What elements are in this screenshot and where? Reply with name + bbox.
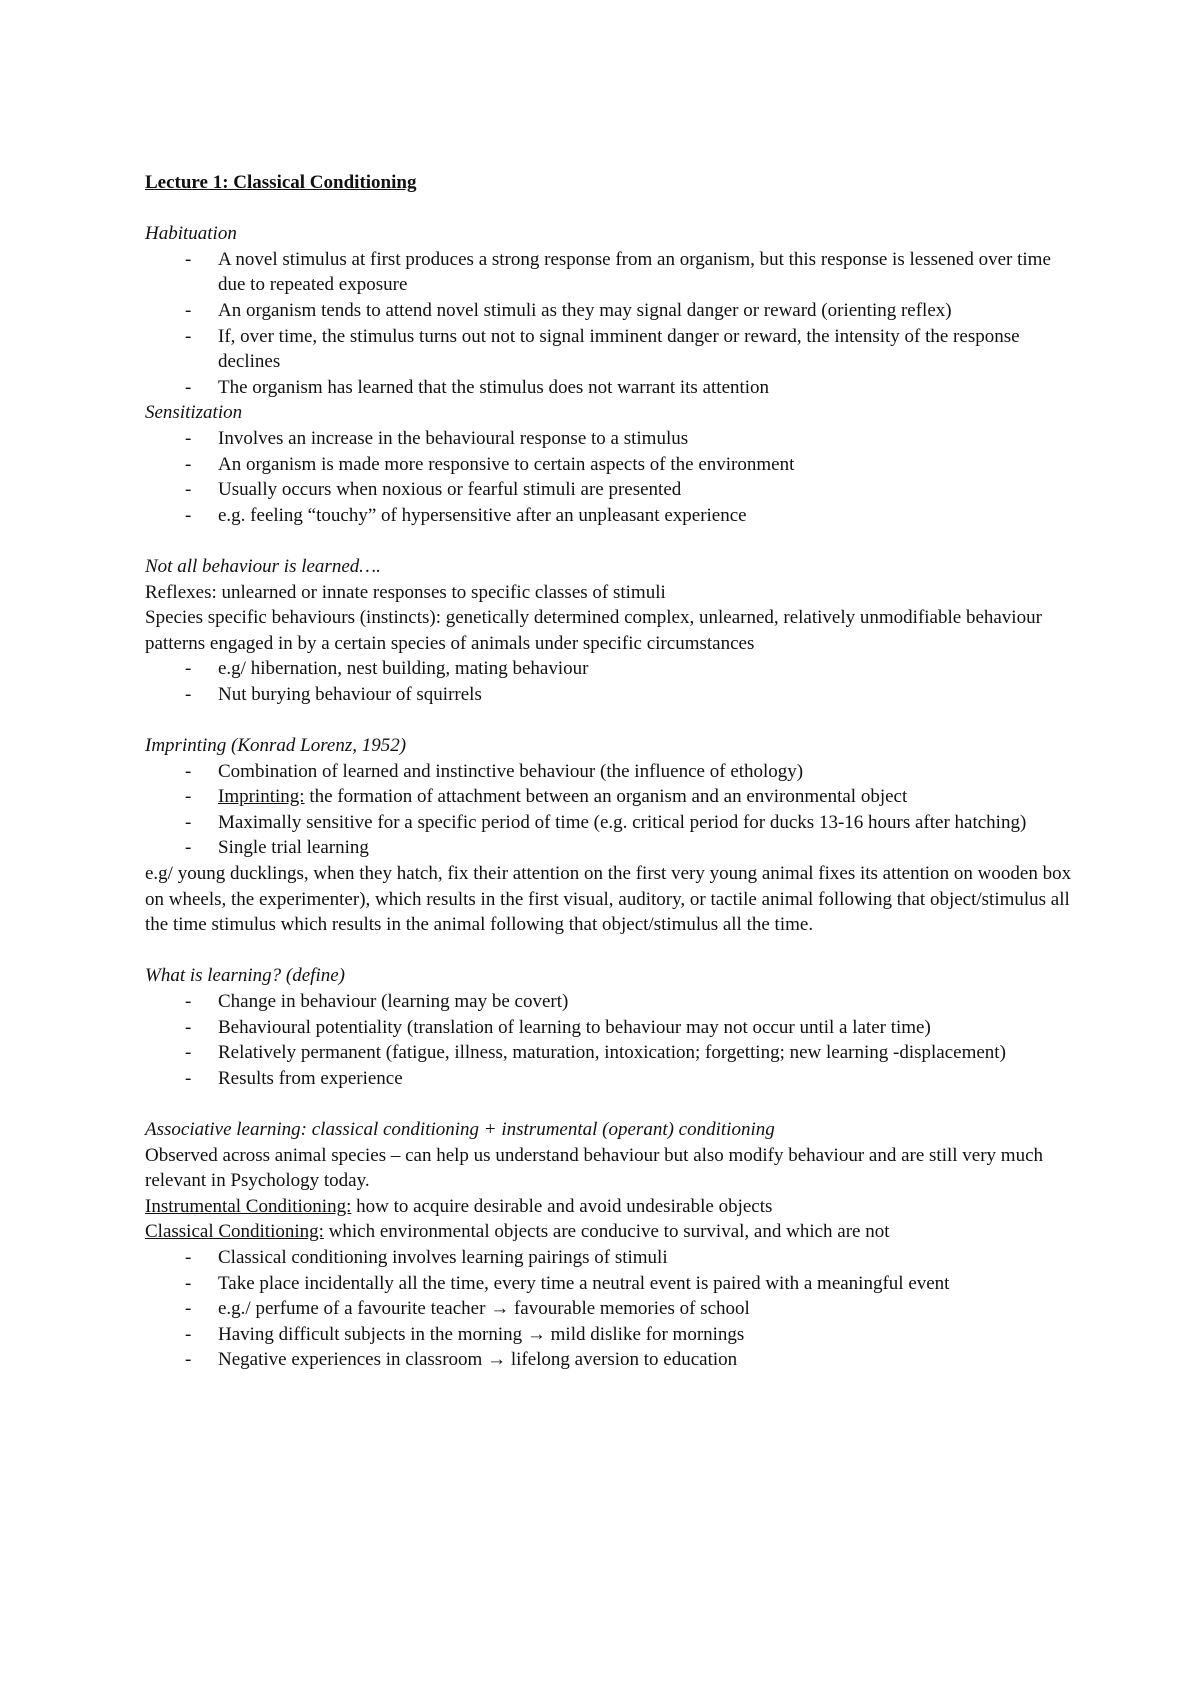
- instincts-paragraph: Species specific behaviours (instincts): genetically determined complex, unlearned, relatively unmodifiable behaviour patterns engaged in by a certain species of animals under specific circumstances: [145, 607, 1042, 654]
- dash-bullet: -: [185, 786, 192, 808]
- dash-bullet: -: [185, 1042, 192, 1064]
- list-item: - If, over time, the stimulus turns out not to signal imminent danger or reward, the intensity of the response declines: [185, 325, 1020, 373]
- dash-bullet: -: [185, 479, 192, 501]
- imprinting-heading: Imprinting (Konrad Lorenz, 1952): [145, 735, 407, 757]
- list-item: - Negative experiences in classroom → lifelong aversion to education: [145, 1347, 1080, 1373]
- spacer: [145, 938, 1080, 964]
- dash-bullet: -: [185, 299, 192, 321]
- list-item: - Involves an increase in the behavioural response to a stimulus: [145, 426, 1080, 452]
- dash-bullet: -: [185, 760, 192, 782]
- arrow-icon: →: [490, 1298, 510, 1320]
- arrow-icon: →: [487, 1349, 507, 1371]
- list-item: - An organism tends to attend novel stimuli as they may signal danger or reward (orienting reflex): [145, 298, 1080, 324]
- dash-bullet: -: [185, 427, 192, 449]
- classical-definition: Classical Conditioning: which environmental objects are conducive to survival, and which are not: [145, 1221, 890, 1243]
- dash-bullet: -: [185, 1298, 192, 1320]
- spacer: [145, 707, 1080, 733]
- list-item: - e.g./ perfume of a favourite teacher → favourable memories of school: [145, 1296, 1080, 1322]
- page-title: Lecture 1: Classical Conditioning: [145, 172, 417, 193]
- dash-bullet: -: [185, 376, 192, 398]
- dash-bullet: -: [185, 1016, 192, 1038]
- instrumental-definition: Instrumental Conditioning: how to acquire desirable and avoid undesirable objects: [145, 1195, 773, 1217]
- dash-bullet: -: [185, 1246, 192, 1268]
- imprinting-term: Imprinting:: [218, 786, 305, 808]
- spacer: [145, 528, 1080, 554]
- list-item: - A novel stimulus at first produces a strong response from an organism, but this response is lessened over time due to repeated exposure: [185, 248, 1051, 296]
- dash-bullet: -: [185, 1067, 192, 1089]
- spacer: [145, 1091, 1080, 1117]
- list-item: - Combination of learned and instinctive behaviour (the influence of ethology): [145, 759, 1080, 785]
- dash-bullet: -: [185, 837, 192, 859]
- list-item: - Behavioural potentiality (translation of learning to behaviour may not occur until a later time): [145, 1015, 1080, 1041]
- dash-bullet: -: [185, 1349, 192, 1371]
- list-item: - The organism has learned that the stimulus does not warrant its attention: [145, 375, 1080, 401]
- dash-bullet: -: [185, 248, 192, 270]
- list-item: - e.g/ hibernation, nest building, mating behaviour: [145, 656, 1080, 682]
- associative-paragraph: Observed across animal species – can help us understand behaviour but also modify behaviour and are still very much relevant in Psychology today.: [145, 1144, 1044, 1192]
- list-item: - Usually occurs when noxious or fearful stimuli are presented: [145, 477, 1080, 503]
- learning-heading: What is learning? (define): [145, 965, 345, 987]
- classical-list: [145, 1245, 1080, 1373]
- dash-bullet: -: [185, 1272, 192, 1294]
- dash-bullet: -: [185, 811, 192, 833]
- list-item: - Relatively permanent (fatigue, illness, maturation, intoxication; forgetting; new learning -displacement): [145, 1040, 1080, 1066]
- dash-bullet: -: [185, 1323, 192, 1345]
- habituation-list: [145, 247, 1080, 401]
- list-item: - Take place incidentally all the time, every time a neutral event is paired with a meaningful event: [145, 1271, 1080, 1297]
- list-item: - Having difficult subjects in the morning → mild dislike for mornings: [145, 1322, 1080, 1348]
- list-item: - e.g. feeling “touchy” of hypersensitive after an unpleasant experience: [145, 503, 1080, 529]
- dash-bullet: -: [185, 453, 192, 475]
- list-item: - Results from experience: [145, 1066, 1080, 1092]
- habituation-heading: Habituation: [145, 223, 237, 245]
- instincts-list: [145, 656, 1080, 707]
- not-learned-heading: Not all behaviour is learned….: [145, 555, 381, 577]
- classical-term: Classical Conditioning:: [145, 1221, 324, 1243]
- reflexes-paragraph: Reflexes: unlearned or innate responses to specific classes of stimuli: [145, 581, 666, 603]
- list-item: - Change in behaviour (learning may be covert): [145, 989, 1080, 1015]
- instrumental-term: Instrumental Conditioning:: [145, 1195, 352, 1217]
- arrow-icon: →: [526, 1323, 546, 1345]
- list-item: - Single trial learning: [145, 835, 1080, 861]
- associative-heading: Associative learning: classical conditioning + instrumental (operant) conditioning: [145, 1118, 775, 1140]
- list-item: - Classical conditioning involves learning pairings of stimuli: [145, 1245, 1080, 1271]
- list-item: - An organism is made more responsive to certain aspects of the environment: [145, 452, 1080, 478]
- dash-bullet: -: [185, 504, 192, 526]
- sensitization-list: [145, 426, 1080, 528]
- dash-bullet: -: [185, 325, 192, 347]
- learning-list: [145, 989, 1080, 1091]
- imprinting-example-paragraph: e.g/ young ducklings, when they hatch, fix their attention on the first very young animal fixes its attention on wooden box on wheels, the experimenter), which results in the first visual, auditory, or tactile animal following that object/stimulus all the time stimulus which results in the animal following that object/stimulus all the time.: [145, 863, 1072, 936]
- list-item: - Nut burying behaviour of squirrels: [145, 682, 1080, 708]
- list-item: - Maximally sensitive for a specific period of time (e.g. critical period for ducks 13-16 hours after hatching): [145, 810, 1080, 836]
- dash-bullet: -: [185, 658, 192, 680]
- dash-bullet: -: [185, 683, 192, 705]
- sensitization-heading: Sensitization: [145, 402, 243, 424]
- list-item: - Imprinting: the formation of attachment between an organism and an environmental object: [145, 784, 1080, 810]
- dash-bullet: -: [185, 991, 192, 1012]
- imprinting-list: [145, 759, 1080, 861]
